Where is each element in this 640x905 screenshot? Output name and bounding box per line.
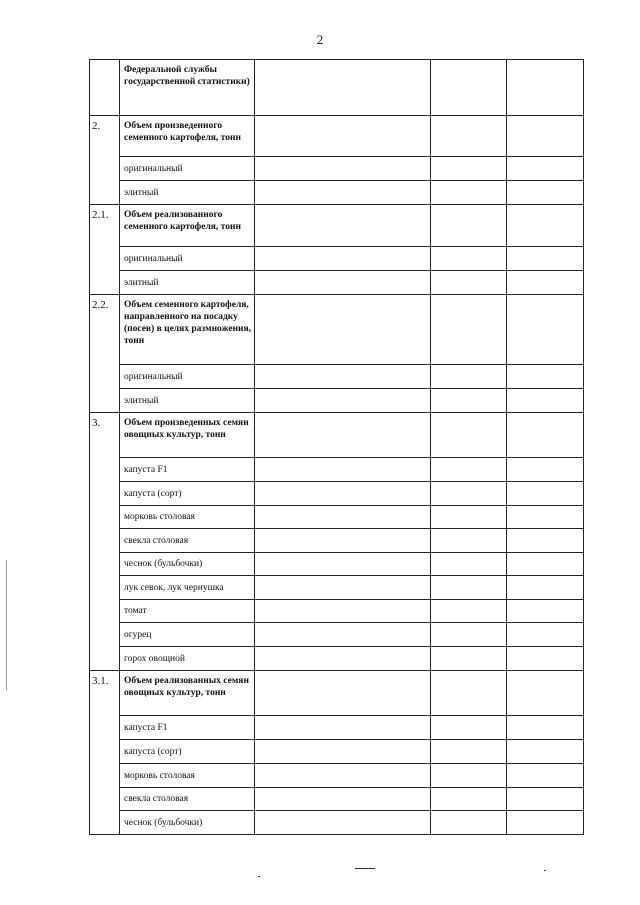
value-cell [255, 788, 431, 811]
scan-mark-left [6, 560, 7, 690]
indicator-sublabel: капуста F1 [120, 716, 255, 740]
value-cell [507, 623, 584, 647]
indicator-sublabel: чеснок (бульбочки) [120, 553, 255, 576]
value-cell [431, 811, 507, 835]
value-cell [507, 181, 584, 205]
table-row [90, 576, 584, 600]
table-row [90, 740, 584, 764]
value-cell [255, 716, 431, 740]
value-cell [507, 482, 584, 506]
table-row [90, 600, 584, 623]
value-cell [507, 205, 584, 247]
value-cell [507, 553, 584, 576]
value-cell [431, 482, 507, 506]
value-cell [431, 671, 507, 716]
value-cell [255, 506, 431, 529]
value-cell [255, 365, 431, 389]
table-row [90, 764, 584, 788]
value-cell [507, 60, 584, 116]
indicator-sublabel: элитный [120, 181, 255, 205]
indicator-sublabel: горох овощной [120, 647, 255, 671]
value-cell [255, 671, 431, 716]
value-cell [507, 365, 584, 389]
value-cell [255, 60, 431, 116]
value-cell [431, 647, 507, 671]
value-cell [431, 116, 507, 157]
value-cell [431, 295, 507, 365]
value-cell [431, 247, 507, 271]
table-row [90, 295, 584, 365]
value-cell [255, 116, 431, 157]
value-cell [507, 295, 584, 365]
table-row [90, 271, 584, 295]
scan-mark-bottom-right [544, 870, 546, 871]
scan-mark-bottom-left [258, 876, 260, 877]
value-cell [431, 205, 507, 247]
value-cell [507, 576, 584, 600]
value-cell [255, 482, 431, 506]
value-cell [507, 413, 584, 458]
value-cell [507, 271, 584, 295]
value-cell [507, 600, 584, 623]
table-row [90, 482, 584, 506]
value-cell [431, 181, 507, 205]
value-cell [507, 764, 584, 788]
table-row [90, 623, 584, 647]
value-cell [255, 553, 431, 576]
indicator-sublabel: элитный [120, 271, 255, 295]
indicator-sublabel: лук севок, лук чернушка [120, 576, 255, 600]
row-number: 2. [90, 116, 120, 205]
table-row [90, 157, 584, 181]
value-cell [507, 157, 584, 181]
table-row [90, 529, 584, 553]
indicator-sublabel: капуста F1 [120, 458, 255, 482]
value-cell [255, 247, 431, 271]
value-cell [431, 271, 507, 295]
value-cell [255, 529, 431, 553]
table-row [90, 116, 584, 157]
indicator-sublabel: чеснок (бульбочки) [120, 811, 255, 835]
table-row [90, 788, 584, 811]
value-cell [255, 271, 431, 295]
indicator-sublabel: томат [120, 600, 255, 623]
table-row [90, 181, 584, 205]
value-cell [431, 413, 507, 458]
value-cell [431, 600, 507, 623]
indicator-sublabel: оригинальный [120, 365, 255, 389]
table-row [90, 60, 584, 116]
table-row [90, 671, 584, 716]
value-cell [431, 60, 507, 116]
indicator-sublabel: огурец [120, 623, 255, 647]
value-cell [507, 529, 584, 553]
table-row [90, 205, 584, 247]
indicator-label: Объем семенного картофеля, направленного на посадку (посев) в целях размножения, тонн [120, 295, 255, 365]
value-cell [507, 811, 584, 835]
indicator-label: Объем произведенного семенного картофеля, тонн [120, 116, 255, 157]
table-row [90, 458, 584, 482]
row-number: 3. [90, 413, 120, 671]
page-number: 2 [316, 32, 324, 47]
value-cell [507, 671, 584, 716]
indicator-sublabel: свекла столовая [120, 788, 255, 811]
value-cell [431, 764, 507, 788]
table-row [90, 365, 584, 389]
table-row [90, 413, 584, 458]
data-table [89, 59, 584, 835]
value-cell [431, 506, 507, 529]
value-cell [431, 365, 507, 389]
value-cell [431, 157, 507, 181]
value-cell [431, 529, 507, 553]
indicator-sublabel: элитный [120, 389, 255, 413]
value-cell [255, 623, 431, 647]
value-cell [255, 205, 431, 247]
value-cell [507, 506, 584, 529]
row-number: 2.2. [90, 295, 120, 413]
value-cell [431, 716, 507, 740]
row-number [90, 60, 120, 116]
value-cell [507, 116, 584, 157]
indicator-label: Федеральной службы государственной статистики) [120, 60, 255, 116]
indicator-label: Объем произведенных семян овощных культур, тонн [120, 413, 255, 458]
value-cell [255, 181, 431, 205]
value-cell [431, 458, 507, 482]
value-cell [431, 788, 507, 811]
value-cell [255, 576, 431, 600]
indicator-sublabel: морковь столовая [120, 506, 255, 529]
value-cell [255, 740, 431, 764]
table-row [90, 647, 584, 671]
value-cell [431, 576, 507, 600]
value-cell [507, 389, 584, 413]
value-cell [507, 740, 584, 764]
value-cell [507, 247, 584, 271]
value-cell [507, 788, 584, 811]
value-cell [255, 764, 431, 788]
table-row [90, 553, 584, 576]
table-row [90, 389, 584, 413]
indicator-label: Объем реализованных семян овощных культур, тонн [120, 671, 255, 716]
row-number: 3.1. [90, 671, 120, 835]
value-cell [507, 716, 584, 740]
indicator-sublabel: оригинальный [120, 247, 255, 271]
value-cell [255, 647, 431, 671]
table-row [90, 247, 584, 271]
indicator-sublabel: морковь столовая [120, 764, 255, 788]
value-cell [255, 157, 431, 181]
value-cell [507, 458, 584, 482]
table-row [90, 811, 584, 835]
value-cell [255, 458, 431, 482]
indicator-sublabel: свекла столовая [120, 529, 255, 553]
indicator-sublabel: капуста (сорт) [120, 740, 255, 764]
value-cell [431, 623, 507, 647]
value-cell [255, 811, 431, 835]
value-cell [255, 295, 431, 365]
value-cell [431, 389, 507, 413]
indicator-sublabel: капуста (сорт) [120, 482, 255, 506]
indicator-sublabel: оригинальный [120, 157, 255, 181]
value-cell [255, 413, 431, 458]
indicator-label: Объем реализованного семенного картофеля, тонн [120, 205, 255, 247]
value-cell [255, 389, 431, 413]
value-cell [431, 740, 507, 764]
table-row [90, 506, 584, 529]
value-cell [507, 647, 584, 671]
row-number: 2.1. [90, 205, 120, 295]
value-cell [431, 553, 507, 576]
table-row [90, 716, 584, 740]
scan-mark-bottom-center [355, 868, 375, 869]
value-cell [255, 600, 431, 623]
